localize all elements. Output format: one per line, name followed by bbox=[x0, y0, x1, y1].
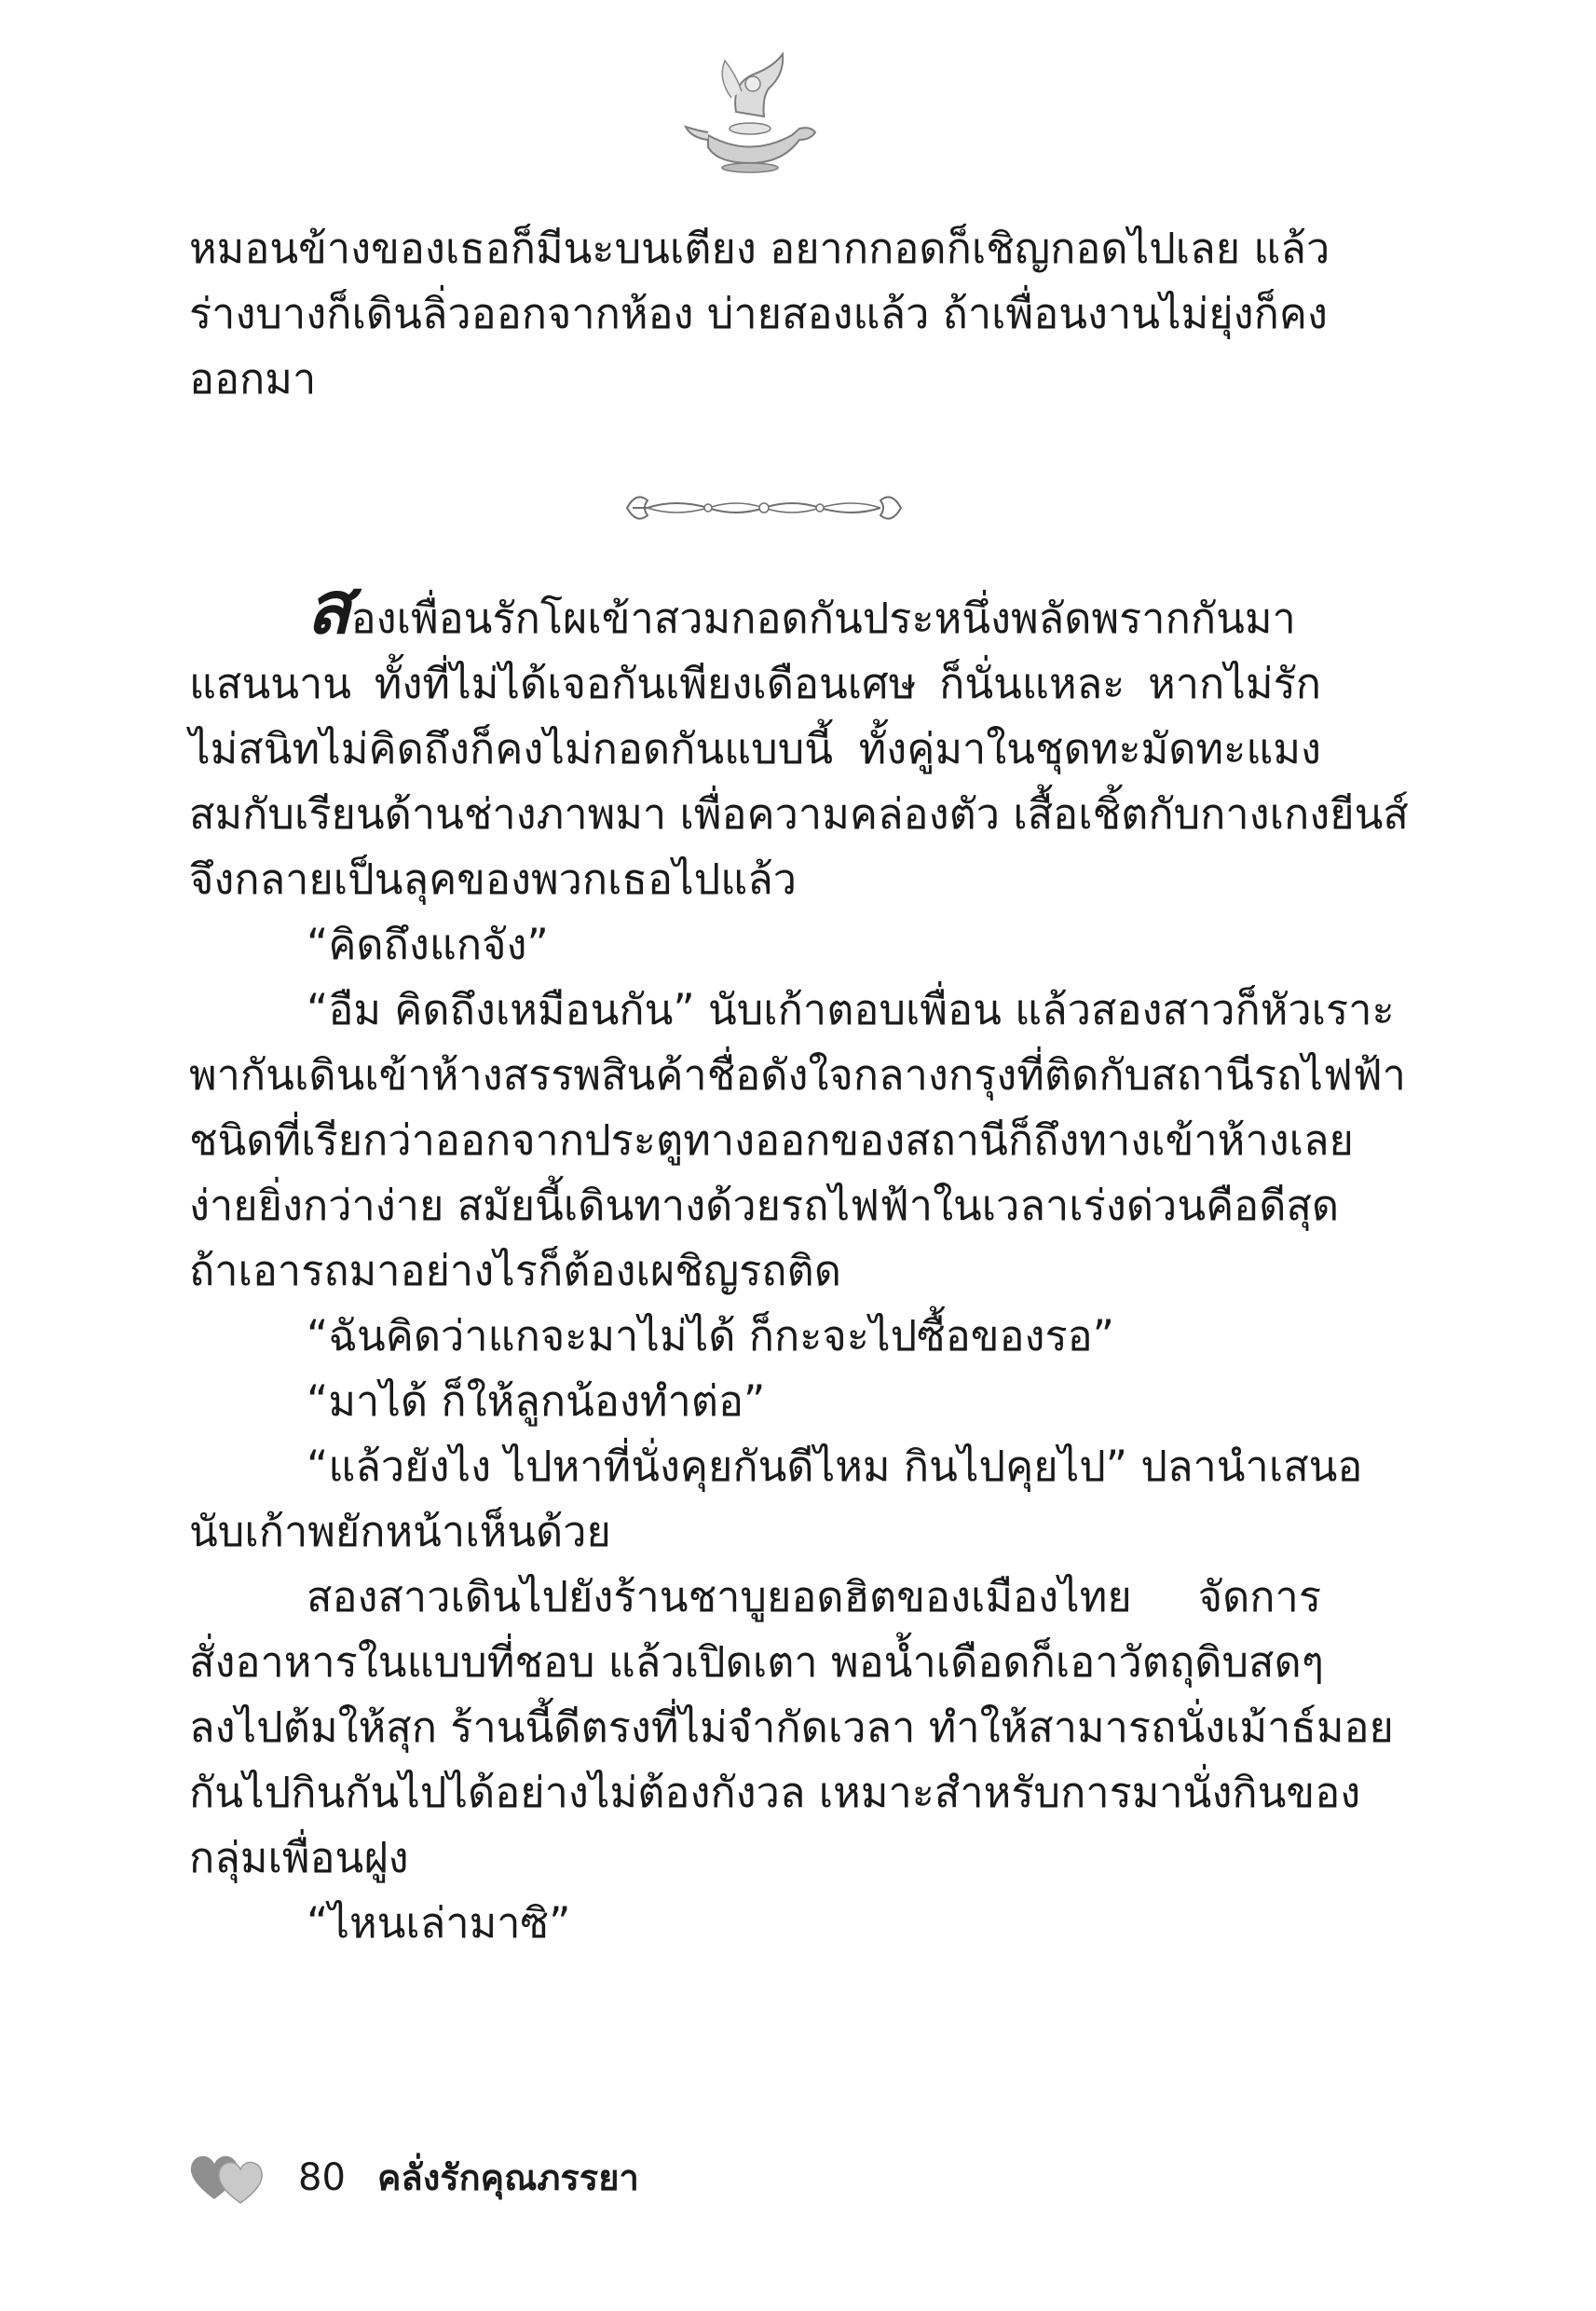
text-line: กันไปกินกันไปได้อย่างไม่ต้องกังวล เหมาะสำหรับการมานั่งกินของ bbox=[189, 1768, 1361, 1817]
book-title: คลั่งรักคุณภรรยา bbox=[377, 2157, 639, 2198]
text-line: สองสาวเดินไปยังร้านชาบูยอดฮิตของเมืองไทย จัดการ bbox=[307, 1572, 1321, 1621]
text-line: สั่งอาหารในแบบที่ชอบ แล้วเปิดเตา พอน้ำเดือดก็เอาวัตถุดิบสดๆ bbox=[189, 1637, 1324, 1687]
text-line: สมกับเรียนด้านช่างภาพมา เพื่อความคล่องตัว เสื้อเชิ้ตกับกางเกงยีนส์ bbox=[189, 789, 1409, 839]
text-line: ออกมา bbox=[189, 354, 317, 403]
text-line: พากันเดินเข้าห้างสรรพสินค้าชื่อดังใจกลางกรุงที่ติดกับสถานีรถไฟฟ้า bbox=[189, 1050, 1406, 1100]
text-line: ไม่สนิทไม่คิดถึงก็คงไม่กอดกันแบบนี้ ทั้งคู่มาในชุดทะมัดทะแมง bbox=[189, 724, 1321, 773]
text-line: ถ้าเอารถมาอย่างไรก็ต้องเผชิญรถติด bbox=[189, 1246, 841, 1295]
page-footer bbox=[186, 2145, 745, 2210]
dialogue-line: “ฉันคิดว่าแกจะมาไม่ได้ ก็กะจะไปซื้อของรอ” bbox=[307, 1311, 1114, 1361]
text-line: องเพื่อนรักโผเข้าสวมกอดกันประหนึ่งพลัดพรากกันมา bbox=[350, 594, 1296, 643]
text-line: กลุ่มเพื่อนฝูง bbox=[189, 1833, 409, 1882]
text-line: “อืม คิดถึงเหมือนกัน” นับเก้าตอบเพื่อน แล้วสองสาวก็หัวเราะ bbox=[307, 985, 1395, 1034]
text-line: หมอนข้างของเธอก็มีนะบนเตียง อยากกอดก็เชิญกอดไปเลย แล้ว bbox=[189, 224, 1330, 273]
scroll-divider-icon bbox=[620, 471, 908, 545]
text-line: ร่างบางก็เดินลิ่วออกจากห้อง บ่ายสองแล้ว ถ้าเพื่อนงานไม่ยุ่งก็คง bbox=[189, 289, 1328, 338]
text-block-2 bbox=[189, 567, 1409, 1956]
dialogue-line: “คิดถึงแกจัง” bbox=[307, 920, 549, 969]
lamp-cupid-ornament-icon bbox=[680, 47, 820, 177]
paragraph-first-line bbox=[189, 567, 1321, 651]
text-line: แสนนาน ทั้งที่ไม่ได้เจอกันเพียงเดือนเศษ ก็นั่นแหละ หากไม่รัก bbox=[189, 659, 1321, 708]
dialogue-line: “ไหนเล่ามาซิ” bbox=[307, 1898, 571, 1948]
text-line: ลงไปต้มให้สุก ร้านนี้ดีตรงที่ไม่จำกัดเวลา ทำให้สามารถนั่งเม้าธ์มอย bbox=[189, 1702, 1394, 1752]
dialogue-line: “มาได้ ก็ให้ลูกน้องทำต่อ” bbox=[307, 1376, 766, 1426]
drop-cap: ส bbox=[307, 567, 351, 650]
page-number: 80 bbox=[298, 2156, 346, 2199]
text-line: “แล้วยังไง ไปหาที่นั่งคุยกันดีไหม กินไปคุยไป” ปลานำเสนอ bbox=[307, 1442, 1363, 1491]
text-block-1 bbox=[189, 216, 1330, 412]
text-line: ง่ายยิ่งกว่าง่าย สมัยนี้เดินทางด้วยรถไฟฟ้าในเวลาเร่งด่วนคือดีสุด bbox=[189, 1181, 1340, 1230]
text-line: จึงกลายเป็นลุคของพวกเธอไปแล้ว bbox=[189, 855, 798, 904]
text-line: นับเก้าพยักหน้าเห็นด้วย bbox=[189, 1507, 611, 1556]
text-line: ชนิดที่เรียกว่าออกจากประตูทางออกของสถานีก็ถึงทางเข้าห้างเลย bbox=[189, 1115, 1354, 1165]
hearts-icon bbox=[186, 2145, 270, 2207]
